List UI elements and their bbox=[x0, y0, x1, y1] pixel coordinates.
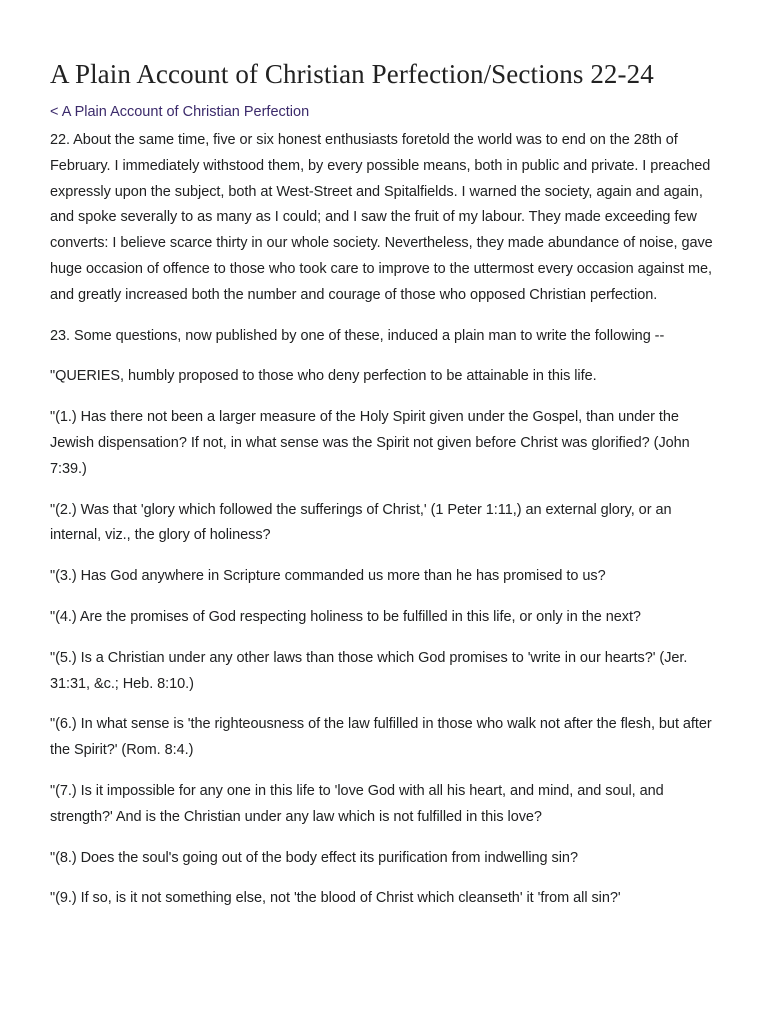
paragraph-query-9: "(9.) If so, is it not something else, not 'the blood of Christ which cleanseth' it 'from all sin?' bbox=[50, 890, 621, 907]
paragraph-query-6: "(6.) In what sense is 'the righteousness of the law fulfilled in those who walk not after the flesh, but after the Spirit?' (Rom. 8:4.) bbox=[50, 716, 712, 759]
breadcrumb-back-arrow: < bbox=[50, 104, 59, 120]
paragraph-query-4: "(4.) Are the promises of God respecting holiness to be fulfilled in this life, or only in the next? bbox=[50, 608, 641, 625]
paragraph-queries-intro: "QUERIES, humbly proposed to those who deny perfection to be attainable in this life. bbox=[50, 368, 597, 385]
paragraph-section-23: 23. Some questions, now published by one of these, induced a plain man to write the following -- bbox=[50, 327, 665, 344]
article-body bbox=[50, 128, 718, 912]
paragraph-query-3: "(3.) Has God anywhere in Scripture commanded us more than he has promised to us? bbox=[50, 568, 606, 585]
paragraph-query-7: "(7.) Is it impossible for any one in this life to 'love God with all his heart, and mind, and soul, and strength?' And is the Christian under any law which is not fulfilled in this love? bbox=[50, 782, 664, 825]
breadcrumb-parent-link[interactable]: A Plain Account of Christian Perfection bbox=[61, 104, 310, 120]
breadcrumb bbox=[50, 102, 718, 122]
paragraph-query-8: "(8.) Does the soul's going out of the body effect its purification from indwelling sin? bbox=[50, 849, 578, 866]
paragraph-query-1: "(1.) Has there not been a larger measure of the Holy Spirit given under the Gospel, than under the Jewish dispensation? If not, in what sense was the Spirit not given before Christ was glorified? (John 7:39.) bbox=[50, 409, 690, 477]
page-container bbox=[50, 56, 718, 927]
page-title: A Plain Account of Christian Perfection/Sections 22-24 bbox=[50, 59, 654, 89]
paragraph-query-5: "(5.) Is a Christian under any other laws than those which God promises to 'write in our hearts?' (Jer. 31:31, &c.; Heb. 8:10.) bbox=[50, 649, 688, 692]
paragraph-query-2: "(2.) Was that 'glory which followed the sufferings of Christ,' (1 Peter 1:11,) an external glory, or an internal, viz., the glory of holiness? bbox=[50, 501, 672, 544]
paragraph-section-22: 22. About the same time, five or six honest enthusiasts foretold the world was to end on the 28th of February. I immediately withstood them, by every possible means, both in public and private. I preached expressly upon the subject, both at West-Street and Spitalfields. I warned the society, again and again, and spoke severally to as many as I could; and I saw the fruit of my labour. They made exceeding few converts: I believe scarce thirty in our whole society. Nevertheless, they made abundance of noise, gave huge occasion of offence to those who took care to improve to the uttermost every occasion against me, and greatly increased both the number and courage of those who opposed Christian perfection. bbox=[50, 132, 713, 303]
